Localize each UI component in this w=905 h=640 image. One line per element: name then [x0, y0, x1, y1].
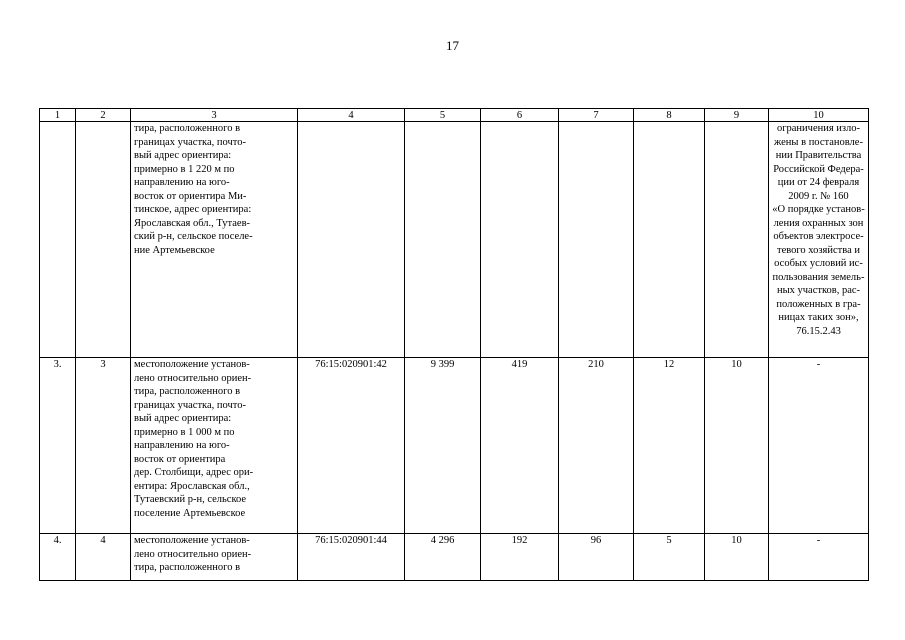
value-cell: 210: [559, 358, 634, 534]
location-cell: местоположение установ- лено относительно ориен- тира, расположенного в: [131, 534, 298, 581]
row-number-cell: [40, 122, 76, 358]
column-header: 1: [40, 109, 76, 122]
restrictions-cell: ограничения изло- жены в постановле- нии Правительства Российской Федера- ции от 24 февраля 2009 г. № 160 «О порядке установ- ления охранных зон объектов электросе- тевого хозяйства и особых условий ис- пользования земель- ных участков, рас- положенных в гра- ницах таких зон», 76.15.2.43: [769, 122, 869, 358]
table-header-row: [40, 109, 869, 122]
value-cell: 192: [481, 534, 559, 581]
page-number: 17: [446, 38, 459, 53]
location-cell: местоположение установ- лено относительно ориен- тира, расположенного в границах участка, почто- вый адрес ориентира: примерно в 1 000 м по направлению на юго- восток от ориентира дер. Столбищи, адрес ори- ентира: Ярославская обл., Тутаевский р-н, сельское поселение Артемьевское: [131, 358, 298, 534]
data-table: [39, 108, 869, 581]
plot-number-cell: 3: [76, 358, 131, 534]
value-cell: [634, 122, 705, 358]
value-cell: [705, 122, 769, 358]
plot-number-cell: [76, 122, 131, 358]
value-cell: 12: [634, 358, 705, 534]
value-cell: [405, 122, 481, 358]
column-header: 6: [481, 109, 559, 122]
column-header: 5: [405, 109, 481, 122]
cadastral-number-cell: [298, 122, 405, 358]
column-header: 10: [769, 109, 869, 122]
value-cell: [481, 122, 559, 358]
plot-number-cell: 4: [76, 534, 131, 581]
table-row: [40, 358, 869, 534]
column-header: 3: [131, 109, 298, 122]
table-row: [40, 534, 869, 581]
value-cell: 5: [634, 534, 705, 581]
row-number-cell: 4.: [40, 534, 76, 581]
value-cell: 4 296: [405, 534, 481, 581]
value-cell: 10: [705, 534, 769, 581]
location-cell: тира, расположенного в границах участка, почто- вый адрес ориентира: примерно в 1 220 м по направлению на юго- восток от ориентира Ми- тинское, адрес ориентира: Ярославская обл., Тутаев- ский р-н, сельское поселе- ние Артемьевское: [131, 122, 298, 358]
value-cell: 9 399: [405, 358, 481, 534]
value-cell: 96: [559, 534, 634, 581]
row-number-cell: 3.: [40, 358, 76, 534]
cadastral-number-cell: 76:15:020901:44: [298, 534, 405, 581]
value-cell: 419: [481, 358, 559, 534]
table-row: [40, 122, 869, 358]
value-cell: [559, 122, 634, 358]
column-header: 4: [298, 109, 405, 122]
column-header: 9: [705, 109, 769, 122]
restrictions-cell: -: [769, 534, 869, 581]
column-header: 7: [559, 109, 634, 122]
restrictions-cell: -: [769, 358, 869, 534]
value-cell: 10: [705, 358, 769, 534]
column-header: 8: [634, 109, 705, 122]
column-header: 2: [76, 109, 131, 122]
cadastral-number-cell: 76:15:020901:42: [298, 358, 405, 534]
